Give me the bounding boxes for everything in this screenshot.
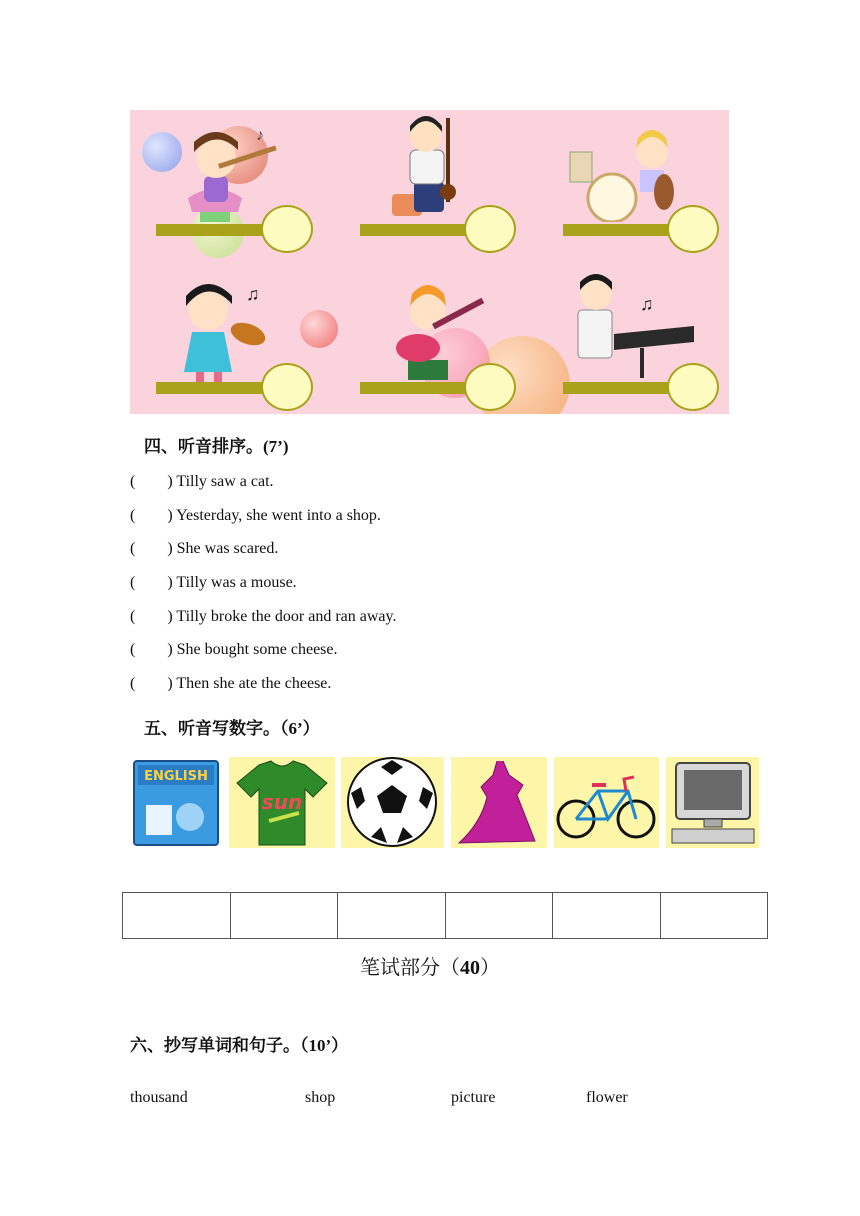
answer-cell[interactable]	[660, 893, 768, 939]
written-part-points: 40	[460, 957, 480, 979]
section4-heading	[144, 432, 288, 457]
copy-word: thousand	[130, 1089, 188, 1106]
answer-cell[interactable]	[123, 893, 231, 939]
section4-title: 四、听音排序。	[144, 437, 263, 457]
answer-cell[interactable]	[338, 893, 446, 939]
written-part-heading	[0, 951, 860, 980]
written-part-title: 笔试部分（	[360, 955, 460, 979]
instrument-picture-panel	[130, 110, 729, 414]
answer-cell[interactable]	[230, 893, 338, 939]
answer-circle[interactable]	[667, 205, 719, 253]
bicycle-picture	[554, 757, 659, 848]
answer-circle[interactable]	[667, 363, 719, 411]
section6-points: 10’	[308, 1036, 332, 1055]
section5-points: 6’	[288, 719, 303, 738]
answer-table	[122, 892, 768, 939]
answer-circle[interactable]	[261, 363, 313, 411]
svg-text:♫: ♫	[246, 284, 260, 304]
book-title: ENGLISH	[144, 769, 208, 784]
dress-picture	[451, 757, 547, 848]
sentence-item: ( ) Yesterday, she went into a shop.	[130, 507, 381, 524]
answer-circle[interactable]	[464, 205, 516, 253]
girl-drums-figure	[566, 122, 696, 222]
svg-text:♫: ♫	[640, 294, 654, 314]
boy-piano-figure	[570, 270, 700, 380]
answer-cell[interactable]	[445, 893, 553, 939]
section6-heading	[130, 1031, 348, 1056]
answer-circle[interactable]	[261, 205, 313, 253]
copy-word: picture	[451, 1089, 496, 1106]
girl-flute-figure	[160, 120, 280, 230]
section4-points: (7’)	[263, 437, 289, 456]
sentence-item: ( ) Then she ate the cheese.	[130, 675, 332, 692]
section5-heading	[144, 714, 320, 739]
copy-word: shop	[305, 1089, 336, 1106]
english-book-picture	[130, 757, 222, 848]
sentence-item: ( ) She was scared.	[130, 540, 279, 557]
boy-erhu-figure	[380, 112, 490, 222]
football-picture	[341, 757, 444, 848]
written-part-close: ）	[480, 955, 500, 979]
sentence-item: ( ) Tilly was a mouse.	[130, 574, 297, 591]
sentence-item: ( ) Tilly broke the door and ran away.	[130, 608, 397, 625]
section5-title: 五、听音写数字。（	[144, 719, 289, 739]
computer-picture	[666, 757, 759, 848]
svg-text:♪: ♪	[256, 127, 264, 144]
t-shirt-picture	[229, 757, 335, 848]
decor-ball	[300, 310, 338, 348]
section5-close: ）	[302, 719, 320, 739]
sentence-item: ( ) She bought some cheese.	[130, 641, 338, 658]
copy-word: flower	[586, 1089, 628, 1106]
answer-cell[interactable]	[553, 893, 661, 939]
answer-circle[interactable]	[464, 363, 516, 411]
section6-close: ）	[331, 1036, 349, 1056]
sentence-item: ( ) Tilly saw a cat.	[130, 473, 274, 490]
shirt-text: sun	[261, 790, 303, 814]
section6-title: 六、抄写单词和句子。（	[130, 1036, 309, 1056]
